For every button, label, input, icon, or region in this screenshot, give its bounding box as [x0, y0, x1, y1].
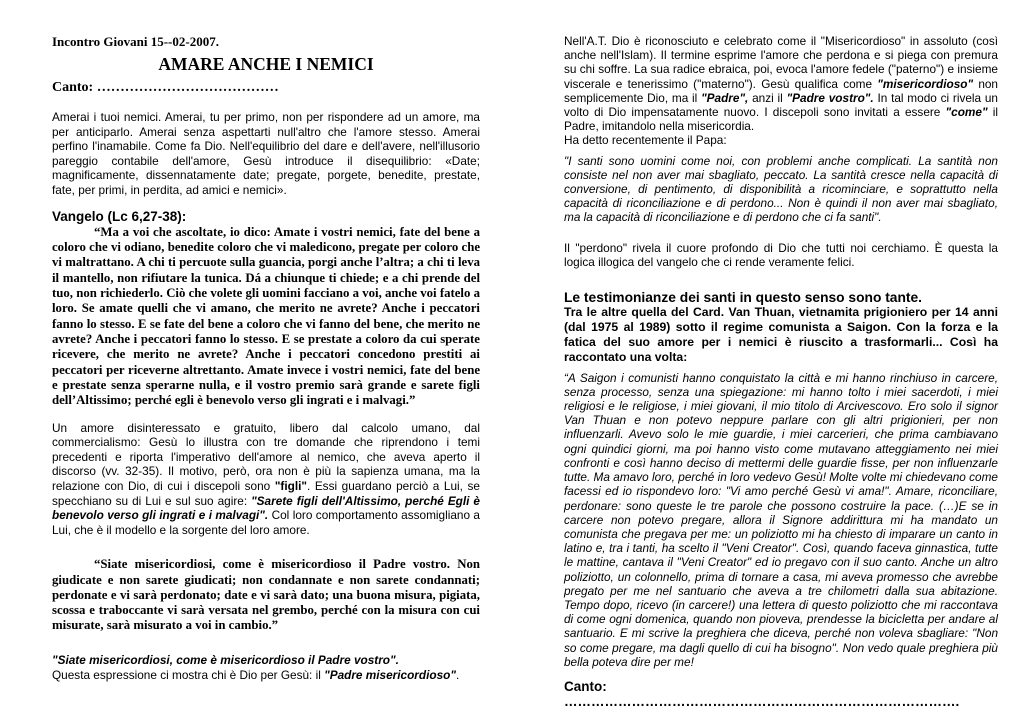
misericordioso-paragraph: [564, 34, 998, 148]
left-column: [52, 34, 480, 683]
para-text: anzi il: [748, 90, 787, 105]
para-bold: "misericordioso": [877, 76, 974, 91]
para-bold: "Padre",: [701, 90, 749, 105]
papa-quote: "I santi sono uomini come noi, con problemi anche complicati. La santità non consiste nel non aver mai sbagliato, peccato. La santità cresce nella capacità di conversione, di pentimento, di disponibilità a ricominciare, e soprattutto nella capacità di riconciliazione e di perdono... Non è quindi il non aver mai sbagliato, ma la capacità di riconciliazione e di perdono che ci fa santi".: [564, 153, 998, 225]
amore-paragraph: [52, 421, 480, 538]
bottom-bold: "Siate misericordiosi, come è misericordioso il Padre vostro".: [52, 653, 399, 668]
amore-figli: "figli": [274, 479, 307, 494]
right-column: [564, 34, 998, 709]
amore-bold-quote: "Sarete figli dell'Altissimo, perché Egli è benevolo verso gli ingrati e i malvagi".: [52, 493, 480, 523]
perdono-paragraph: Il "perdono" rivela il cuore profondo di Dio che tutti noi cerchiamo. È questa la logica illogica del vangelo che ci rende veramente felici.: [564, 240, 998, 269]
para-text: Nell'A.T. Dio è riconosciuto e celebrato come il "Misericordioso" in assoluto (così anche nell'Islam). Il termine esprime l'amore che perdona e si piega con premura su chi soffre. La sua radice ebraica, poi, evoca l'amore fedele ("paterno") e insieme viscerale e tenerissimo ("materno"). Gesù qualifica come: [564, 34, 998, 91]
bottom-text: Questa espressione ci mostra chi è Dio per Gesù: il: [52, 668, 325, 683]
thuan-quote: “A Saigon i comunisti hanno conquistato la città e mi hanno rinchiuso in carcere, senza processo, senza una spiegazione: mi hanno tolto i miei sacerdoti, i miei religiosi e le religiose, i miei giovani, il mio titolo di Arcivescovo. Ero solo il signor Van Thuan e non potevo neppure parlare con gli altri prigionieri, per non influenzarli. Avevo solo le mie guardie, i miei carcerieri, che prima cambiavano ogni quindici giorni, ma poi hanno visto come mutavano atteggiamento nei miei confronti e così hanno deciso di mettermi delle guardie fisse, per non influenzarle tutte. Ma amavo loro, perché in loro vedevo Gesù! Molte volte mi chiedevano come facessi ed io rispondevo loro: "Vi amo perché Gesù vi ama!". Amare, riconciliare, perdonare: sono queste le tre parole che possono costruire la pace. (…)E se in carcere non potevo pregare, allora il Signore addirittura mi ha mandato un comunista che pregava per me: un poliziotto mi ha chiesto di imparare un canto in latino e, tra i tanti, ha scelto il "Veni Creator". Così, quando faceva ginnastica, tutte le mattine, cantava il "Veni Creator" ed io pregavo con il suo canto. Anche un altro poliziotto, un colonnello, prima di tornare a casa, mi aveva promesso che avrebbe pregato per me nel santuario che aveva a tre chilometri dalla sua abitazione. Tempo dopo, ricevo (in carcere!) una lettera di questo poliziotto che mi raccontava di come ogni domenica, quando non pioveva, prendesse la bicicletta per andare al santuario. E mi scrive la preghiera che diceva, perché non voleva sbagliare: "Non so come pregare, ma dagli quello di cui ha bisogno". Non vedo quale preghiera più bella poteva dire per me!: [564, 370, 998, 669]
intro-paragraph: Amerai i tuoi nemici. Amerai, tu per primo, non per rispondere ad un amore, ma per anticiparlo. Amerai senza aspettarti null'altro che l'amore stesso. Amerai perfino l'inamabile. Come fa Dio. Nell'equilibrio del dare e dell'avere, nell'illusorio pareggio contabile dell'amore, Gesù introduce il disequilibrio: «Date; magnificamente, dissennatamente date; pregate, porgete, benedite, prestate, fate, per primi, in perdita, ad amici e nemici».: [52, 110, 480, 197]
testimonianze-heading: Le testimonianze dei santi in questo senso sono tante.: [564, 290, 923, 306]
para-text: In tal modo ci rivela un volto di Dio impensatamente nuovo. I discepoli sono invitati a essere: [564, 90, 998, 120]
papa-intro: Ha detto recentemente il Papa:: [564, 133, 727, 148]
amore-text: Un amore disinteressato e gratuito, libero dal calcolo umano, dal commercialismo: Gesù lo illustra con tre domande che riprendono i temi precedenti e riporta l'imperativo dell'amore al nemico, che aveva aperto il discorso (vv. 32-35). Il motivo, però, ora non è più la sapienza umana, ma la relazione con Dio, di cui i discepoli sono: [52, 420, 480, 494]
bottom-bold-2: "Padre misericordioso": [324, 668, 456, 683]
amore-text: . Essi guardano perciò a Lui, se specchiano su di Lui e sul suo agire:: [52, 479, 480, 508]
canto-line-bottom: Canto: …………………………………………………………………………….: [564, 678, 960, 709]
thuan-intro: Tra le altre quella del Card. Van Thuan, vietnamita prigioniero per 14 anni (dal 1975 al 1989) sotto il regime comunista a Saigon. Con la forza e la fatica del suo amore per i nemici è riuscito a trasformarli... Così ha raccontato una volta:: [564, 305, 998, 364]
para-text: non semplicemente Dio, ma il: [564, 76, 998, 105]
amore-text: Col loro comportamento assomigliano a Lui, che è il modello e la sorgente del loro amore.: [52, 508, 480, 537]
page-title: AMARE ANCHE I NEMICI: [158, 54, 374, 74]
para-bold: "Padre vostro".: [786, 90, 874, 105]
bottom-text: .: [455, 668, 460, 683]
meeting-header: Incontro Giovani 15--02-2007.: [52, 34, 219, 49]
vangelo-quote: “Ma a voi che ascoltate, io dico: Amate i vostri nemici, fate del bene a coloro che vi odiano, benedite coloro che vi maledicono, pregate per coloro che vi maltrattano. A chi ti percuote sulla guancia, porgi anche l’altra; a chi ti leva il mantello, non rifiutare la tunica. Dá a chiunque ti chiede; e a chi prende del tuo, non richiederlo. Ciò che volete gli uomini facciano a voi, anche voi fatelo a loro. Se amate quelli che vi amano, che merito ne avrete? Anche i peccatori fanno lo stesso. E se fate del bene a coloro che vi fanno del bene, che merito ne avrete? Anche i peccatori fanno lo stesso. E se prestate a coloro da cui sperate ricevere, che merito ne avrete? Anche i peccatori concedono prestiti ai peccatori per riceverne altrettanto. Amate invece i vostri nemici, fate del bene e prestate senza sperarne nulla, e il vostro premio sarà grande e sarete figli dell’Altissimo; perché egli è benevolo verso gli ingrati e i malvagi.”: [52, 224, 480, 408]
canto-line: Canto: …………………………………: [52, 80, 279, 95]
para-bold: "come": [945, 105, 988, 120]
vangelo-heading: Vangelo (Lc 6,27-38):: [52, 208, 187, 224]
para-text: il Padre, imitandolo nella misericordia.: [564, 105, 998, 134]
bottom-paragraph: [52, 653, 480, 682]
siate-quote: “Siate misericordiosi, come è misericordioso il Padre vostro. Non giudicate e non sarete giudicati; non condannate e non sarete condannati; perdonate e vi sarà perdonato; date e vi sarà dato; una buona misura, pigiata, scossa e traboccante vi sarà versata nel grembo, perché con la misura con cui misurate, sarà misurato a voi in cambio.”: [52, 557, 480, 633]
